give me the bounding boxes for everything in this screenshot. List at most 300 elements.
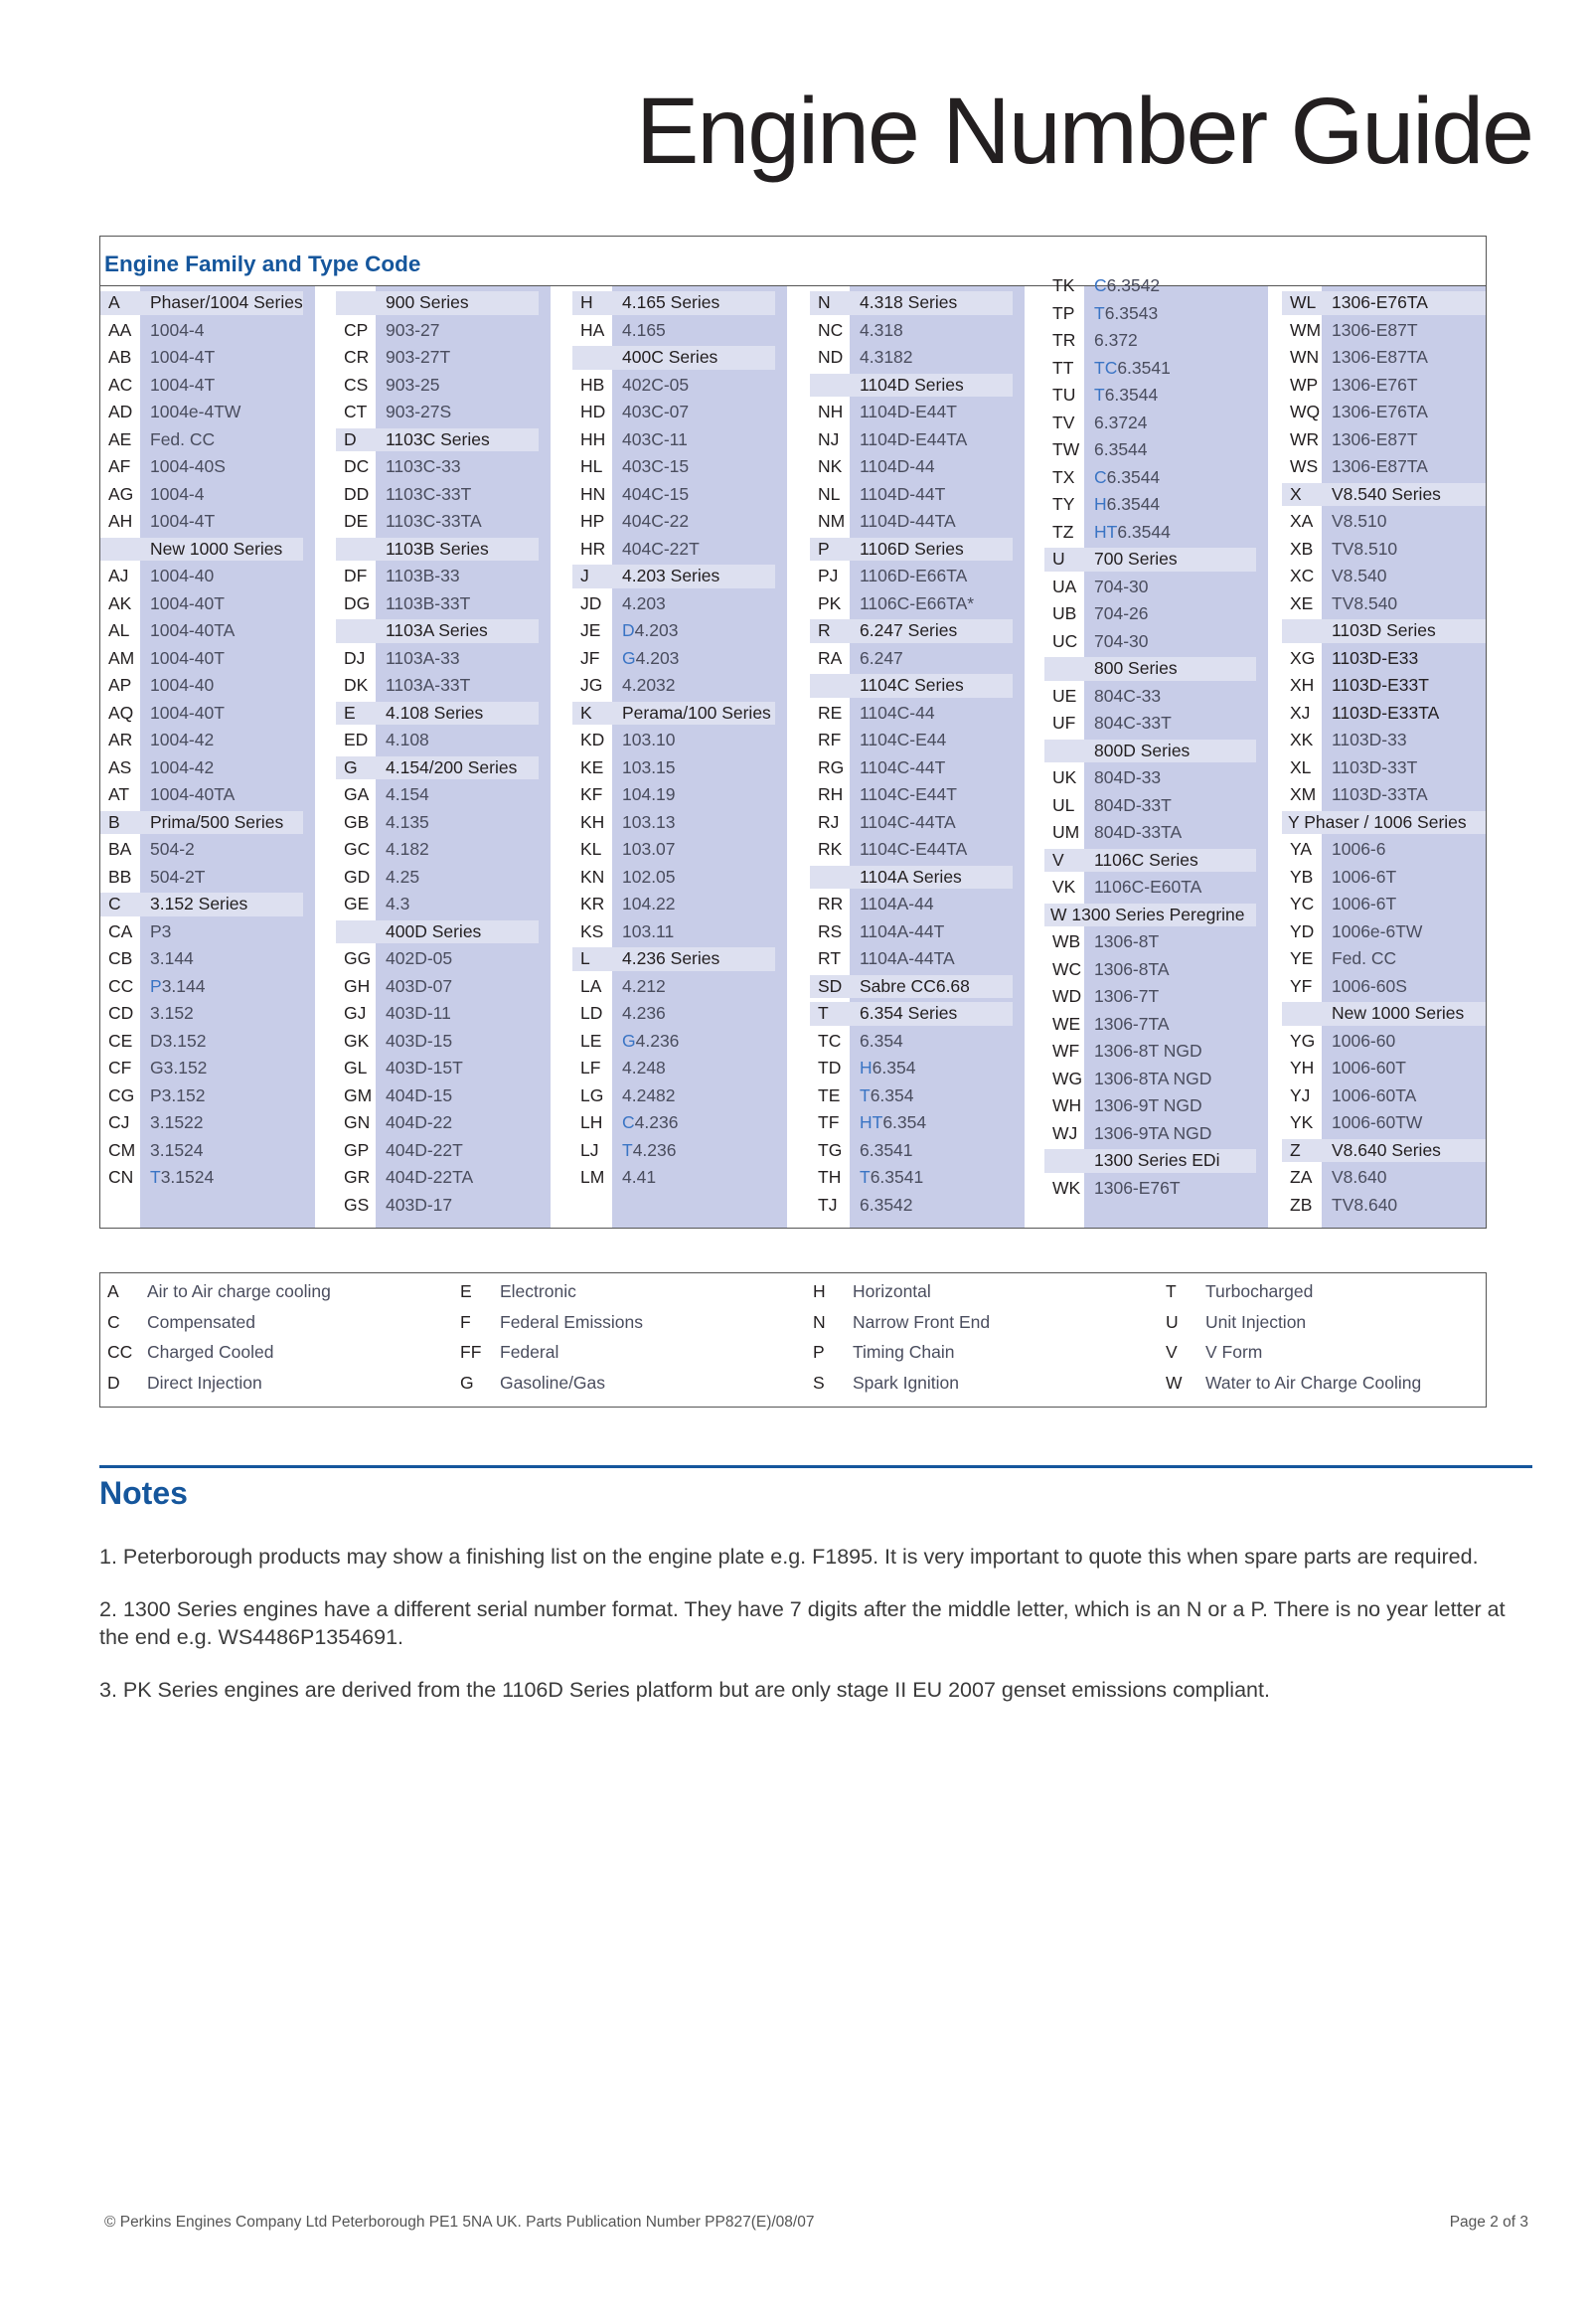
legend-code: V xyxy=(1166,1342,1178,1362)
engine-name: 403D-07 xyxy=(386,975,453,996)
engine-row xyxy=(810,727,1013,754)
engine-name: 4.41 xyxy=(622,1167,657,1187)
engine-row xyxy=(100,399,303,426)
type-code: J xyxy=(580,566,589,585)
engine-name: 1306-E87TA xyxy=(1332,347,1428,367)
engine-name: 3.152 xyxy=(150,1003,194,1023)
engine-row xyxy=(336,1055,539,1082)
engine-name: V8.640 xyxy=(1332,1167,1387,1187)
engine-row xyxy=(1044,1066,1256,1093)
engine-name: 1004-4T xyxy=(150,374,216,395)
engine-name: 1104A Series xyxy=(860,866,962,887)
engine-name: 704-26 xyxy=(1094,603,1149,623)
type-code: GH xyxy=(344,975,371,996)
engine-name: 1006-60S xyxy=(1332,975,1407,996)
engine-name: HT6.354 xyxy=(860,1112,927,1132)
engine-name: 900 Series xyxy=(386,292,469,312)
type-code: XH xyxy=(1290,675,1315,695)
engine-family-table xyxy=(99,236,1487,1229)
engine-row xyxy=(1044,600,1256,628)
engine-name: 4.236 xyxy=(622,1003,666,1023)
engine-row xyxy=(100,645,303,673)
type-code: AK xyxy=(108,592,132,613)
engine-row xyxy=(1044,436,1256,464)
legend-description: Timing Chain xyxy=(853,1342,955,1362)
type-code: WP xyxy=(1290,374,1319,395)
type-code: WF xyxy=(1052,1041,1080,1061)
engine-name: 403D-15 xyxy=(386,1030,453,1051)
engine-row xyxy=(572,1000,775,1028)
series-row xyxy=(1282,289,1486,317)
type-code: GC xyxy=(344,839,371,859)
engine-name: 4.203 xyxy=(622,592,666,613)
engine-name: 1103D-E33TA xyxy=(1332,702,1440,723)
engine-row xyxy=(572,754,775,782)
engine-name: 1104A-44TA xyxy=(860,948,955,968)
engine-row xyxy=(810,590,1013,618)
engine-name: T6.354 xyxy=(860,1084,914,1105)
engine-name: 404C-22T xyxy=(622,538,700,559)
engine-row xyxy=(1282,672,1486,700)
engine-row xyxy=(1282,645,1486,673)
type-code: DJ xyxy=(344,647,366,668)
type-code: AB xyxy=(108,347,132,367)
engine-name: 1106D Series xyxy=(860,538,964,559)
legend-code: G xyxy=(460,1373,474,1393)
engine-name: 4.318 Series xyxy=(860,292,958,312)
engine-row xyxy=(336,372,539,400)
engine-name: T6.3544 xyxy=(1094,385,1159,405)
engine-row xyxy=(336,1164,539,1192)
engine-name: 1306-7TA xyxy=(1094,1013,1170,1034)
engine-name: 403D-15T xyxy=(386,1058,463,1078)
type-code: DD xyxy=(344,483,370,504)
engine-name: 1004-40TA xyxy=(150,784,236,804)
type-code: ED xyxy=(344,730,369,749)
type-code: AQ xyxy=(108,702,134,723)
engine-name: New 1000 Series xyxy=(150,538,283,559)
engine-name: 1004-40T xyxy=(150,592,225,613)
engine-name: T3.1524 xyxy=(150,1167,215,1187)
engine-row xyxy=(100,563,303,590)
engine-prefix: H xyxy=(1094,494,1107,514)
engine-row xyxy=(336,1082,539,1110)
engine-row xyxy=(1044,928,1256,956)
engine-name: 4.108 Series xyxy=(386,702,484,723)
legend-code: F xyxy=(460,1312,471,1332)
type-code: KN xyxy=(580,866,605,887)
table-column-4 xyxy=(810,286,1025,1228)
engine-row xyxy=(1044,1092,1256,1120)
engine-row xyxy=(572,1137,775,1165)
engine-name: 103.11 xyxy=(622,920,675,941)
engine-row xyxy=(1282,973,1486,1001)
legend-code: W xyxy=(1166,1373,1183,1393)
type-code: CD xyxy=(108,1003,134,1023)
engine-prefix: P xyxy=(150,975,162,996)
engine-name: 404D-15 xyxy=(386,1084,453,1105)
type-code: TD xyxy=(818,1058,842,1078)
engine-name: V8.540 Series xyxy=(1332,483,1441,504)
engine-name: 1306-E76T xyxy=(1332,374,1418,395)
legend-description: Charged Cooled xyxy=(147,1342,274,1362)
type-code: XE xyxy=(1290,592,1314,613)
engine-name: 504-2T xyxy=(150,866,206,887)
series-row xyxy=(810,536,1013,564)
engine-name: Sabre CC6.68 xyxy=(860,975,970,996)
engine-name: 1104C-44 xyxy=(860,702,935,723)
engine-name: 6.247 Series xyxy=(860,620,958,640)
engine-row xyxy=(1282,754,1486,782)
engine-row xyxy=(810,1164,1013,1192)
engine-name: 6.3541 xyxy=(860,1139,913,1160)
type-code: UK xyxy=(1052,767,1077,787)
type-code: UL xyxy=(1052,794,1075,815)
engine-name: 1004-42 xyxy=(150,756,215,777)
legend-description: Gasoline/Gas xyxy=(500,1373,606,1393)
engine-name: 1103A-33T xyxy=(386,675,471,695)
engine-row xyxy=(336,481,539,509)
engine-name: 402C-05 xyxy=(622,374,690,395)
legend-code: U xyxy=(1166,1312,1179,1332)
engine-row xyxy=(810,481,1013,509)
engine-name: 1104D-44 xyxy=(860,456,935,476)
type-code: K xyxy=(580,702,592,723)
engine-name: 804D-33TA xyxy=(1094,822,1183,842)
engine-row xyxy=(100,973,303,1001)
engine-name: 4.25 xyxy=(386,866,420,887)
engine-row xyxy=(1044,382,1256,410)
legend-description: Turbocharged xyxy=(1205,1281,1314,1301)
engine-name: 1104D-44T xyxy=(860,483,946,504)
type-code: AR xyxy=(108,730,133,749)
engine-row xyxy=(336,672,539,700)
engine-row xyxy=(1044,1011,1256,1039)
engine-row xyxy=(1282,1028,1486,1056)
engine-name: 4.154/200 Series xyxy=(386,756,518,777)
engine-name: V8.540 xyxy=(1332,566,1387,585)
series-row xyxy=(1282,809,1486,837)
engine-name: 1306-E87T xyxy=(1332,319,1418,340)
type-code: LH xyxy=(580,1112,603,1132)
engine-row xyxy=(336,781,539,809)
engine-name: TV8.510 xyxy=(1332,538,1398,559)
type-code: YE xyxy=(1290,948,1314,968)
engine-name: T6.3543 xyxy=(1094,302,1159,323)
engine-row xyxy=(572,1109,775,1137)
type-code: WC xyxy=(1052,958,1082,979)
type-code: VK xyxy=(1052,877,1076,897)
type-code: YJ xyxy=(1290,1084,1311,1105)
engine-name: H6.3544 xyxy=(1094,494,1161,514)
type-code: BA xyxy=(108,839,132,859)
engine-prefix: TC xyxy=(1094,357,1118,378)
engine-row xyxy=(100,317,303,345)
type-code: CR xyxy=(344,347,370,367)
series-row xyxy=(336,918,539,946)
series-row xyxy=(1044,1147,1256,1175)
engine-row xyxy=(810,508,1013,536)
type-code: TZ xyxy=(1052,521,1074,542)
type-code: RT xyxy=(818,948,842,968)
type-code: CB xyxy=(108,948,133,968)
legend-description: Spark Ignition xyxy=(853,1373,960,1393)
engine-name: 1306-8T NGD xyxy=(1094,1041,1202,1061)
series-row xyxy=(810,289,1013,317)
engine-name: 1103C-33T xyxy=(386,483,472,504)
engine-row xyxy=(572,617,775,645)
table-column-1 xyxy=(100,286,315,1228)
engine-row xyxy=(100,1109,303,1137)
engine-row xyxy=(100,344,303,372)
type-code: GS xyxy=(344,1194,370,1215)
engine-name: 403D-17 xyxy=(386,1194,453,1215)
engine-name: D4.203 xyxy=(622,620,679,640)
engine-row xyxy=(810,317,1013,345)
engine-row xyxy=(1044,792,1256,820)
engine-row xyxy=(572,973,775,1001)
legend-code: T xyxy=(1166,1281,1177,1301)
engine-name: 903-25 xyxy=(386,374,440,395)
engine-row xyxy=(810,563,1013,590)
type-code: TF xyxy=(818,1112,840,1132)
type-code: E xyxy=(344,702,356,723)
note-3: 3. PK Series engines are derived from the 1106D Series platform but are only stage II EU 2007 genset emissions compliant. xyxy=(99,1678,1270,1702)
engine-name: 103.10 xyxy=(622,730,676,749)
engine-row xyxy=(100,836,303,864)
engine-row xyxy=(572,1164,775,1192)
engine-row xyxy=(336,891,539,918)
legend-description: V Form xyxy=(1205,1342,1263,1362)
type-code: HL xyxy=(580,456,603,476)
engine-row xyxy=(100,727,303,754)
engine-name: C4.236 xyxy=(622,1112,679,1132)
engine-row xyxy=(100,1137,303,1165)
type-code: NC xyxy=(818,319,844,340)
type-code: SD xyxy=(818,975,843,996)
engine-row xyxy=(1282,1109,1486,1137)
engine-name: TV8.640 xyxy=(1332,1194,1398,1215)
type-code: YF xyxy=(1290,975,1313,996)
engine-row xyxy=(572,481,775,509)
engine-row xyxy=(572,508,775,536)
legend-code: P xyxy=(813,1342,825,1362)
type-code: AC xyxy=(108,374,133,395)
legend-description: Horizontal xyxy=(853,1281,931,1301)
legend-description: Federal xyxy=(500,1342,559,1362)
type-code: DE xyxy=(344,511,369,531)
type-code: XL xyxy=(1290,756,1312,777)
engine-row xyxy=(1282,399,1486,426)
type-code: RJ xyxy=(818,811,840,832)
engine-name: 903-27T xyxy=(386,347,451,367)
engine-name: 4.236 Series xyxy=(622,948,720,968)
legend-description: Water to Air Charge Cooling xyxy=(1205,1373,1422,1393)
engine-name: 1103A Series xyxy=(386,620,488,640)
engine-name: 1004e-4TW xyxy=(150,402,241,421)
engine-row xyxy=(1044,983,1256,1011)
engine-name: 804C-33T xyxy=(1094,713,1172,733)
type-code: TW xyxy=(1052,439,1080,459)
series-row xyxy=(336,754,539,782)
engine-row xyxy=(100,1000,303,1028)
engine-name: 6.3544 xyxy=(1094,439,1148,459)
engine-row xyxy=(100,426,303,454)
legend-code: N xyxy=(813,1312,826,1332)
engine-name: 4.154 xyxy=(386,784,429,804)
series-row xyxy=(1044,902,1256,929)
engine-name: 804D-33 xyxy=(1094,767,1162,787)
type-code: WN xyxy=(1290,347,1320,367)
engine-name: 1104D-E44TA xyxy=(860,428,968,449)
engine-name: 6.372 xyxy=(1094,330,1138,350)
type-code: P xyxy=(818,538,830,559)
type-code: RH xyxy=(818,784,844,804)
engine-name: 1006e-6TW xyxy=(1332,920,1423,941)
engine-row xyxy=(810,1082,1013,1110)
type-code: CC xyxy=(108,975,134,996)
type-code: WD xyxy=(1052,986,1082,1006)
engine-name: Y Phaser / 1006 Series xyxy=(1288,811,1467,832)
engine-row xyxy=(572,1028,775,1056)
table-column-2 xyxy=(336,286,551,1228)
type-code: GL xyxy=(344,1058,368,1078)
engine-name: 1004-40TA xyxy=(150,620,236,640)
type-code: HB xyxy=(580,374,605,395)
engine-name: P3.144 xyxy=(150,975,206,996)
engine-name: 1104C-E44TA xyxy=(860,839,968,859)
engine-row xyxy=(1282,426,1486,454)
engine-name: 1306-7T xyxy=(1094,986,1160,1006)
engine-row xyxy=(1044,410,1256,437)
engine-row xyxy=(572,372,775,400)
series-row xyxy=(810,864,1013,892)
engine-row xyxy=(810,399,1013,426)
engine-name: W 1300 Series Peregrine xyxy=(1050,904,1245,924)
engine-name: 1103B-33T xyxy=(386,592,471,613)
legend-code: S xyxy=(813,1373,825,1393)
engine-row xyxy=(1282,945,1486,973)
type-code: TK xyxy=(1052,275,1075,295)
type-code: UE xyxy=(1052,685,1077,706)
engine-name: 1103A-33 xyxy=(386,647,460,668)
engine-row xyxy=(336,727,539,754)
type-code: CF xyxy=(108,1058,132,1078)
engine-row xyxy=(1282,563,1486,590)
engine-name: 404D-22TA xyxy=(386,1167,474,1187)
engine-row xyxy=(1282,1192,1486,1220)
engine-name: G4.236 xyxy=(622,1030,680,1051)
engine-name: Phaser/1004 Series xyxy=(150,292,303,312)
type-code: TX xyxy=(1052,466,1075,487)
type-code: KL xyxy=(580,839,602,859)
series-row xyxy=(1282,481,1486,509)
type-code: GJ xyxy=(344,1003,367,1023)
type-code: HD xyxy=(580,402,606,421)
type-code: LF xyxy=(580,1058,601,1078)
engine-prefix: C xyxy=(1094,275,1107,295)
engine-prefix: T xyxy=(860,1084,871,1105)
type-code: UC xyxy=(1052,630,1078,651)
engine-row xyxy=(1282,536,1486,564)
engine-row xyxy=(336,1028,539,1056)
engine-name: 1006-6T xyxy=(1332,866,1397,887)
engine-row xyxy=(572,836,775,864)
engine-name: 800D Series xyxy=(1094,740,1191,760)
engine-name: 103.15 xyxy=(622,756,676,777)
engine-name: 404C-22 xyxy=(622,511,690,531)
engine-row xyxy=(572,891,775,918)
engine-name: 4.212 xyxy=(622,975,666,996)
engine-row xyxy=(572,727,775,754)
type-code: TG xyxy=(818,1139,843,1160)
engine-name: 4.3 xyxy=(386,894,410,913)
engine-name: 1103C Series xyxy=(386,428,490,449)
engine-row xyxy=(100,1164,303,1192)
engine-row xyxy=(336,1109,539,1137)
type-code: ZB xyxy=(1290,1194,1313,1215)
type-code: D xyxy=(344,428,357,449)
engine-prefix: C xyxy=(1094,466,1107,487)
engine-name: 1103D-33 xyxy=(1332,730,1407,749)
engine-name: 3.152 Series xyxy=(150,894,248,913)
engine-row xyxy=(810,645,1013,673)
engine-name: 1004-4T xyxy=(150,511,216,531)
engine-name: 404D-22T xyxy=(386,1139,463,1160)
type-code: GK xyxy=(344,1030,370,1051)
engine-name: TC6.3541 xyxy=(1094,357,1171,378)
type-code: RG xyxy=(818,756,845,777)
engine-name: 1104D-E44T xyxy=(860,402,957,421)
type-code: HH xyxy=(580,428,606,449)
engine-name: P3 xyxy=(150,920,172,941)
engine-name: 4.182 xyxy=(386,839,429,859)
engine-row xyxy=(336,809,539,837)
engine-row xyxy=(336,864,539,892)
engine-name: C6.3544 xyxy=(1094,466,1161,487)
type-code: AF xyxy=(108,456,131,476)
type-code: WJ xyxy=(1052,1122,1078,1143)
type-code: N xyxy=(818,292,831,312)
type-code: U xyxy=(1052,549,1065,569)
series-row xyxy=(810,617,1013,645)
engine-name: 1306-E87T xyxy=(1332,428,1418,449)
engine-name: 404C-15 xyxy=(622,483,690,504)
engine-name: 403C-15 xyxy=(622,456,690,476)
type-code: Z xyxy=(1290,1139,1301,1160)
engine-row xyxy=(1282,781,1486,809)
engine-row xyxy=(1044,628,1256,656)
type-code: YB xyxy=(1290,866,1314,887)
engine-name: New 1000 Series xyxy=(1332,1003,1465,1023)
engine-row xyxy=(100,781,303,809)
engine-name: TV8.540 xyxy=(1332,592,1398,613)
table-column-3 xyxy=(572,286,787,1228)
engine-name: 903-27S xyxy=(386,402,452,421)
series-row xyxy=(810,973,1013,1001)
type-code: XG xyxy=(1290,647,1316,668)
type-code: UF xyxy=(1052,713,1076,733)
engine-row xyxy=(336,945,539,973)
engine-name: 1306-E76TA xyxy=(1332,402,1428,421)
engine-name: 1103B Series xyxy=(386,538,489,559)
engine-row xyxy=(336,1137,539,1165)
type-code: XM xyxy=(1290,784,1317,804)
series-row xyxy=(100,536,303,564)
type-code: R xyxy=(818,620,831,640)
engine-name: 4.203 Series xyxy=(622,566,720,585)
engine-name: 1306-E76T xyxy=(1094,1177,1181,1198)
